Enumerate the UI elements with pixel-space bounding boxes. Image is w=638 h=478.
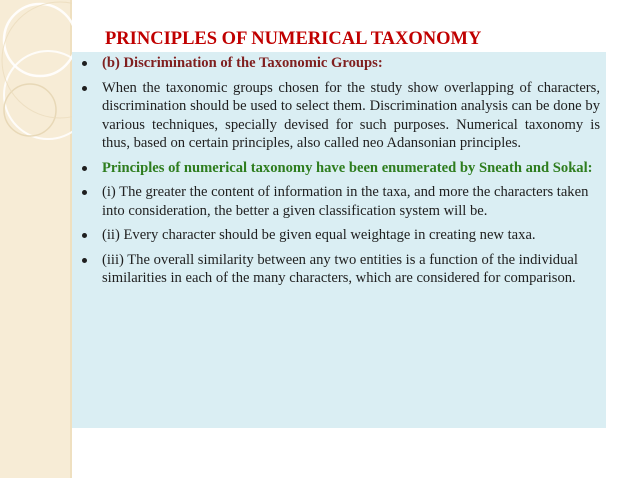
bullet-item [72,79,602,153]
bullet-dot-icon [82,86,87,91]
bullet-dot-icon [82,190,87,195]
bullet-item [72,54,602,73]
bullet-text: (i) The greater the content of information in the taxa, and more the characters taken into consideration, the better a given classification system will be. [102,184,589,219]
bullet-heading-principles: Principles of numerical taxonomy have been enumerated by Sneath and Sokal: [102,159,593,176]
bullet-item [72,183,602,220]
bullet-dot-icon [82,61,87,66]
bullet-item [72,226,602,245]
bullet-list [72,54,602,294]
bullet-dot-icon [82,258,87,263]
decorative-circles [0,0,72,478]
bullet-heading-discrimination: (b) Discrimination of the Taxonomic Groups: [102,55,383,71]
bullet-dot-icon [82,233,87,238]
bullet-text: (iii) The overall similarity between any two entities is a function of the individual similarities in each of the many characters, which are considered for comparison. [102,251,578,286]
bullet-text: When the taxonomic groups chosen for the study show overlapping of characters, discrimination should be used to select them. Discrimination analysis can be done by various techniques, specially devised for such purposes. Numerical taxonomy is thus, based on certain principles, also called neo Adansonian principles. [102,79,600,151]
bullet-dot-icon [82,166,87,171]
bullet-text: (ii) Every character should be given equal weightage in creating new taxa. [102,227,536,243]
slide-title: PRINCIPLES OF NUMERICAL TAXONOMY [105,29,482,49]
bullet-item [72,251,602,288]
bullet-item [72,159,602,178]
